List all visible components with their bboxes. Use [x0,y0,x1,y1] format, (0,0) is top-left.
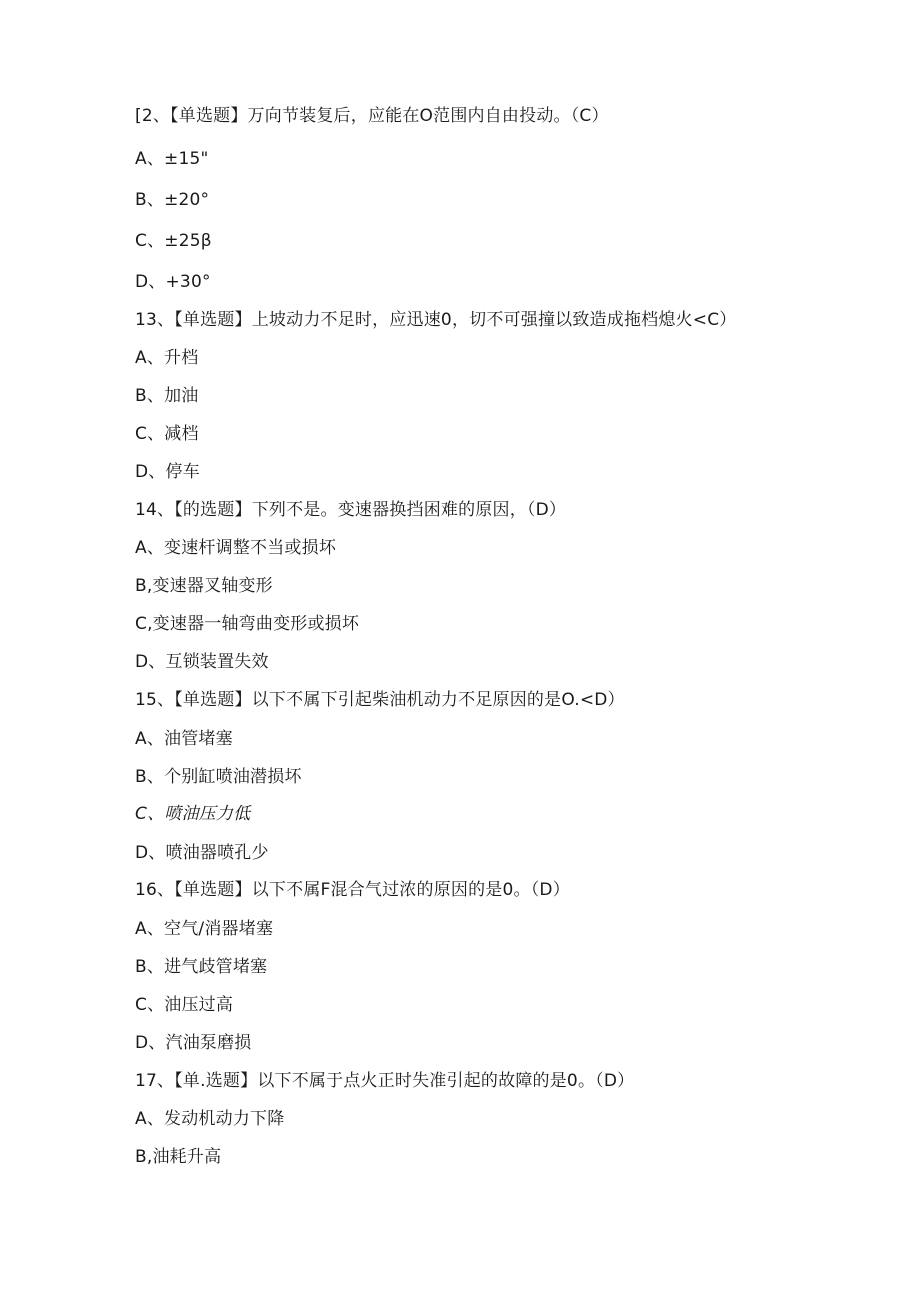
option-c: C、油压过高 [135,995,234,1015]
option-c: C、喷油压力低 [135,804,251,824]
option-a: A、±15" [135,149,209,169]
question-16: 16、【单选题】以下不属F混合气过浓的原因的是0。（D） [135,880,570,900]
option-b: B,变速器叉轴变形 [135,576,273,596]
option-c: C、±25β [135,231,212,251]
question-15: 15、【单选题】以下不属下引起柴油机动力不足原因的是O.<D） [135,690,625,710]
option-d: D、互锁装置失效 [135,652,269,672]
option-a: A、升档 [135,348,199,368]
option-a: A、变速杆调整不当或损坏 [135,538,337,558]
option-b: B、±20° [135,190,210,210]
option-b: B、加油 [135,386,199,406]
option-d: D、喷油器喷孔少 [135,843,269,863]
option-d: D、+30° [135,272,211,292]
question-14: 14、【的选题】下列不是。变速器换挡困难的原因，（D） [135,500,567,520]
option-b: B,油耗升高 [135,1147,222,1167]
option-d: D、汽油泵磨损 [135,1033,252,1053]
option-b: B、进气歧管堵塞 [135,957,268,977]
option-b: B、个别缸喷油潜损坏 [135,767,302,787]
option-a: A、空气/消器堵塞 [135,919,274,939]
question-13: 13、【单选题】上坡动力不足时，应迅速0，切不可强撞以致造成拖档熄火<C） [135,310,737,330]
option-a: A、发动机动力下降 [135,1109,285,1129]
option-a: A、油管堵塞 [135,729,233,749]
question-12: [2、【单选题】万向节装复后，应能在O范围内自由投动。（C） [135,106,609,126]
option-c: C、减档 [135,424,199,444]
question-17: 17、【单.选题】以下不属于点火正时失准引起的故障的是0。（D） [135,1071,635,1091]
option-c: C,变速器一轴弯曲变形或损坏 [135,614,360,634]
option-d: D、停车 [135,462,200,482]
